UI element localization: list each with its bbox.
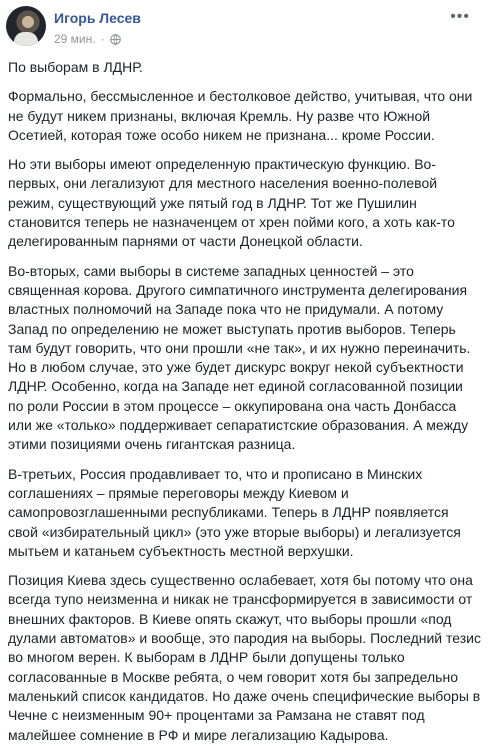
post-header <box>0 0 490 52</box>
post-paragraph: Позиция Киева здесь существенно ослабевает, хотя бы потому что она всегда тупо неизменна и никак не трансформируется в зависимости от внешних факторов. В Киеве опять скажут, что выборы прошли «под дулами автоматов» и вообще, это пародия на выборы. Последний тезис во многом верен. К выборам в ЛДНР были допущены только согласованные в Москве ребята, о чем говорит хотя бы запредельно маленький список кандидатов. Но даже очень специфические выборы в Чечне с неизменным 90+ процентами за Рамзана не ставят под малейшее сомнение в РФ и мире легализацию Кадырова. <box>8 572 481 743</box>
post-timestamp[interactable]: 29 мин. <box>54 32 96 46</box>
post-paragraph: В-третьих, Россия продавливает то, что и прописано в Минских соглашениях – прямые переговоры между Киевом и самопровозглашенными республиками. Теперь в ЛДНР появляется свой «избирательный цикл» (это уже вторые выборы) и легализуется мытьем и катаньем субъектность местной верхушки. <box>8 465 461 559</box>
post-paragraph: Формально, бессмысленное и бестолковое действо, учитывая, что они не будут никем признаны, включая Кремль. Ну разве что Южной Осетией, которая тоже особо никем не признана... кроме России. <box>8 88 473 143</box>
post-body <box>8 58 482 755</box>
meta-separator: · <box>100 32 105 46</box>
post-paragraph: Но эти выборы имеют определенную практическую функцию. Во-первых, они легализуют для местного населения военно-полевой режим, существующий уже пятый год в ЛДНР. Тот же Пушилин становится теперь не назначенцем от хрен пойми кого, а хоть как-то делегированным парнями от части Донецкой области. <box>8 156 455 250</box>
avatar[interactable] <box>6 6 46 46</box>
more-options-icon[interactable]: ••• <box>450 8 470 25</box>
globe-icon[interactable] <box>110 34 121 45</box>
avatar-shirt <box>14 32 38 46</box>
post-paragraph: По выборам в ЛДНР. <box>8 59 143 75</box>
author-name[interactable]: Игорь Лесев <box>54 10 141 26</box>
post-paragraph: Во-вторых, сами выборы в системе западных ценностей – это священная корова. Другого симпатичного инструмента делегирования властных полномочий на Западе пока что не придумали. А потому Запад по определению не может выступать против выборов. Теперь там будут говорить, что они прошли «не так», и их нужно переиначить. Но в любом случае, это уже будет дискурс вокруг некой субъектности ЛДНР. Особенно, когда на Западе нет единой согласованной позиции по роли России в этом процессе – оккупирована она часть Донбасса или же «только» поддерживает сепаратистские образования. А между этими позициями очень гигантская разница. <box>8 262 471 453</box>
post-meta <box>54 32 121 46</box>
